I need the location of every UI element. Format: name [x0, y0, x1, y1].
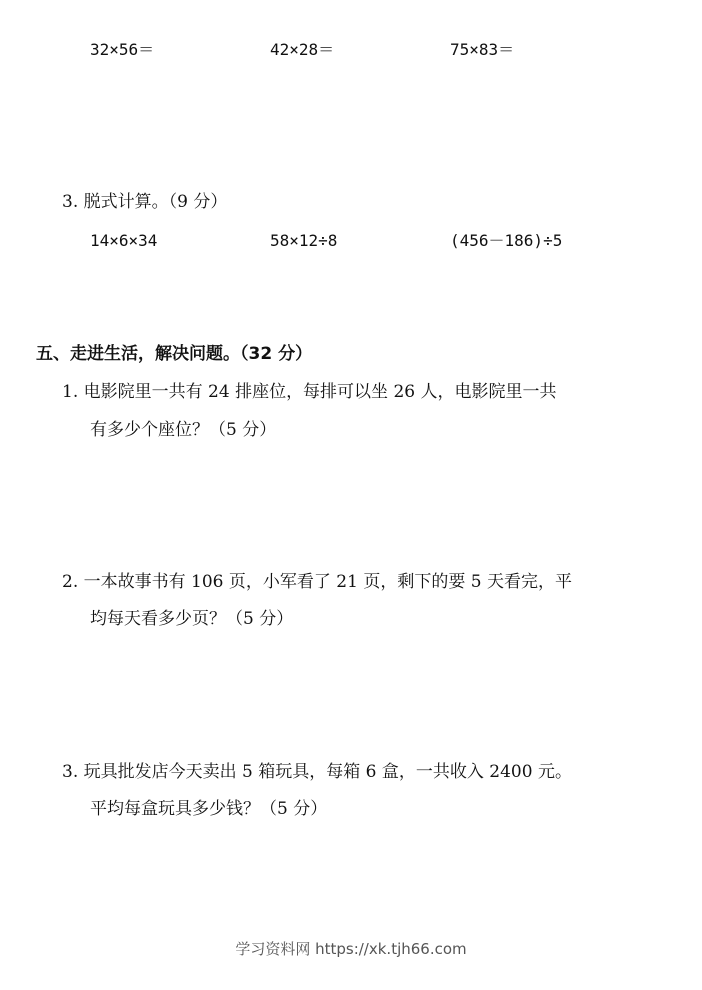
problem-1-line2: 有多少个座位？（5 分） [90, 420, 277, 440]
problem-2-line2: 均每天看多少页？（5 分） [90, 609, 294, 629]
problem-3-line2: 平均每盒玩具多少钱？（5 分） [90, 799, 328, 819]
expression-456-186div5: (456－186)÷5 [450, 231, 563, 250]
expression-14x6x34: 14×6×34 [90, 231, 158, 250]
expression-75x83: 75×83＝ [450, 40, 515, 59]
problem-2-line1: 2. 一本故事书有 106 页，小军看了 21 页，剩下的要 5 天看完，平 [62, 572, 572, 592]
problem-3-line1: 3. 玩具批发店今天卖出 5 箱玩具，每箱 6 盒，一共收入 2400 元。 [62, 762, 572, 782]
problem-1-line1: 1. 电影院里一共有 24 排座位，每排可以坐 26 人，电影院里一共 [62, 382, 557, 402]
section3-heading: 3. 脱式计算。（9 分） [62, 192, 228, 212]
section5-heading: 五、走进生活，解决问题。（32 分） [36, 344, 313, 364]
expression-42x28: 42×28＝ [270, 40, 335, 59]
footer-watermark: 学习资料网 https://xk.tjh66.com [235, 940, 467, 958]
expression-32x56: 32×56＝ [90, 40, 155, 59]
expression-58x12div8: 58×12÷8 [270, 231, 338, 250]
